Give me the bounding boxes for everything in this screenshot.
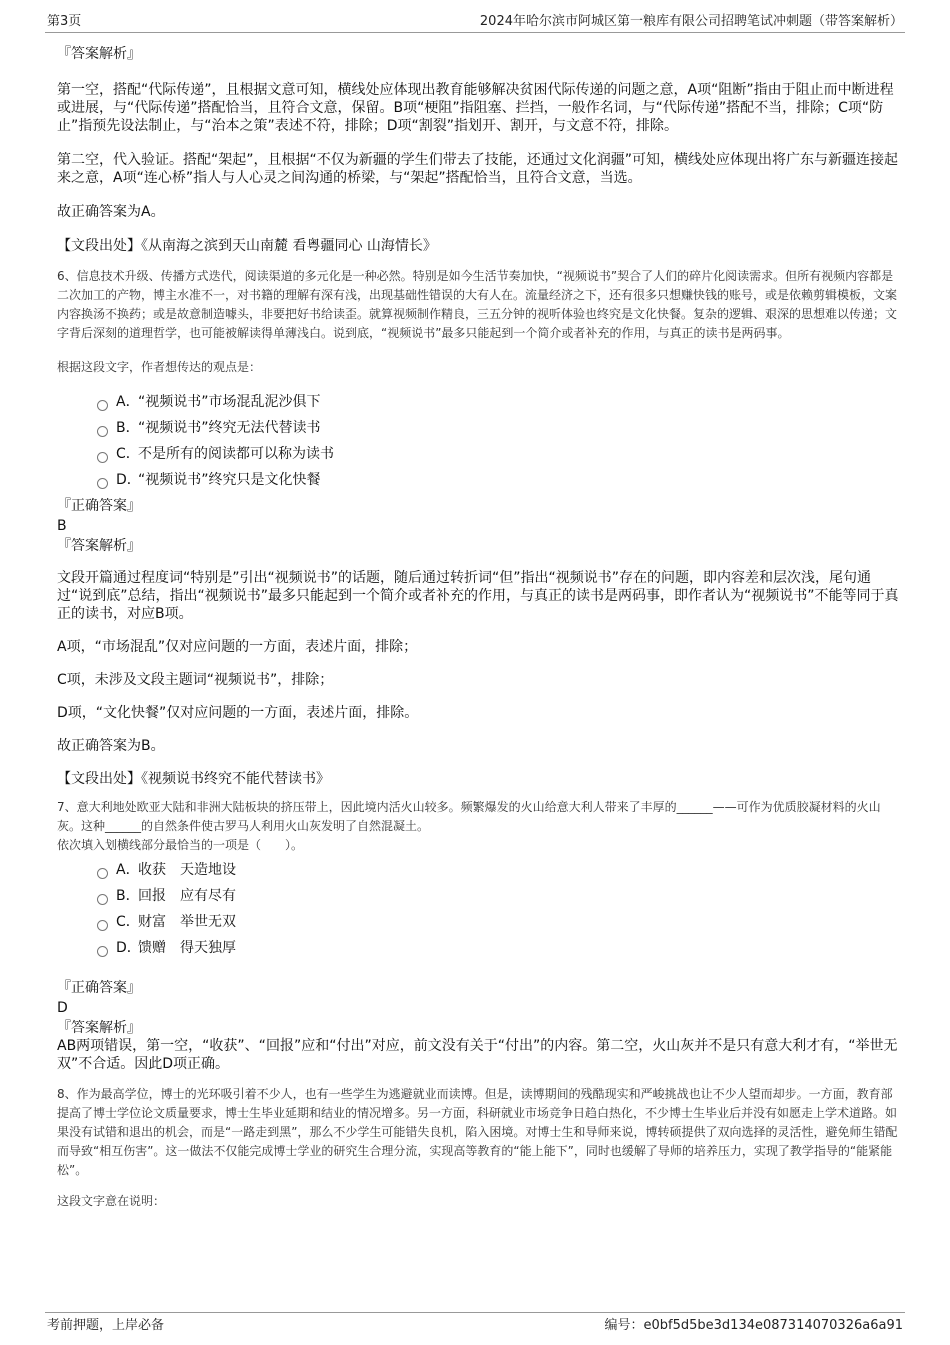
option-word-2: 应有尽有 bbox=[180, 888, 236, 904]
q7-question: 依次填入划横线部分最恰当的一项是（ ）。 bbox=[57, 838, 304, 852]
document-title: 2024年哈尔滨市阿城区第一粮库有限公司招聘笔试冲刺题（带答案解析） bbox=[479, 14, 903, 29]
option-word-2: 天造地设 bbox=[180, 862, 236, 878]
q6-answer-label: 『正确答案』 bbox=[57, 498, 141, 514]
page-number: 第3页 bbox=[47, 14, 82, 29]
option-text: “视频说书”市场混乱泥沙俱下 bbox=[138, 394, 321, 410]
option-letter: A． bbox=[116, 394, 140, 410]
q7-analysis: AB两项错误，第一空，“收获”、“回报”应和“付出”对应，前文没有关于“付出”的内容。第二空，火山灰并不是只有意大利才有，“举世无双”不合适。因此D项正确。 bbox=[57, 1038, 898, 1072]
q5-analysis-label: 『答案解析』 bbox=[57, 46, 141, 62]
q6-note-a: A项，“市场混乱”仅对应问题的一方面，表述片面，排除； bbox=[57, 639, 418, 655]
radio-icon[interactable] bbox=[97, 894, 108, 905]
q6-conclusion: 故正确答案为B。 bbox=[57, 738, 165, 754]
q5-analysis-para1: 第一空，搭配“代际传递”，且根据文意可知，横线处应体现出教育能够解决贫困代际传递的问题之意，A项“阻断”指由于阻止而中断进程或进展，与“代际传递”搭配恰当，且符合文意，保留。B项“梗阻”指阻塞、拦挡，一般作名词，与“代际传递”搭配不当，排除；C项“防止”指预先设法制止，与“治本之策”表述不符，排除；D项“割裂”指划开、割开，与文意不符，排除。 bbox=[57, 82, 894, 134]
page-footer bbox=[45, 1312, 905, 1335]
radio-icon[interactable] bbox=[97, 452, 108, 463]
q5-conclusion: 故正确答案为A。 bbox=[57, 204, 165, 220]
option-letter: B． bbox=[116, 420, 140, 436]
q8-question: 这段文字意在说明： bbox=[57, 1194, 166, 1208]
q7-option-c[interactable] bbox=[97, 909, 900, 935]
q7-answer-label: 『正确答案』 bbox=[57, 980, 141, 996]
q7-answer: D bbox=[57, 1000, 68, 1016]
option-letter: B． bbox=[116, 888, 140, 904]
document-body bbox=[57, 43, 900, 1211]
q7-options bbox=[97, 857, 900, 961]
option-word-1: 收获 bbox=[138, 862, 166, 878]
q7-option-b[interactable] bbox=[97, 883, 900, 909]
option-letter: C． bbox=[116, 446, 140, 462]
q7-stem: 7、意大利地处欧亚大陆和非洲大陆板块的挤压带上，因此境内活火山较多。频繁爆发的火山给意大利人带来了丰厚的______——可作为优质胶凝材料的火山灰。这种______的自然条件使古罗马人利用火山灰发明了自然混凝土。 bbox=[57, 800, 881, 833]
option-word-1: 回报 bbox=[138, 888, 166, 904]
q6-question: 根据这段文字，作者想传达的观点是： bbox=[57, 360, 262, 374]
q6-analysis: 文段开篇通过程度词“特别是”引出“视频说书”的话题，随后通过转折词“但”指出“视频说书”存在的问题，即内容差和层次浅，尾句通过“说到底”总结，指出“视频说书”最多只能起到一个简介或者补充的作用，与真正的读书是两码事，即作者认为“视频说书”不能等同于真正的读书，对应B项。 bbox=[57, 570, 899, 622]
q8-stem: 8、作为最高学位，博士的光环吸引着不少人，也有一些学生为逃避就业而读博。但是，读博期间的残酷现实和严峻挑战也让不少人望而却步。一方面，教育部提高了博士学位论文质量要求，博士生毕业延期和结业的情况增多。另一方面，科研就业市场竞争日趋白热化，不少博士生毕业后并没有如愿走上学术道路。如果没有试错和退出的机会，而是“一路走到黑”，那么不少学生可能错失良机，陷入困境。对博士生和导师来说，博转硕提供了双向选择的灵活性，避免师生错配而导致“相互伤害”。这一做法不仅能完成博士学业的研究生合理分流，实现高等教育的“能上能下”，同时也缓解了导师的培养压力，实现了教学指导的“能紧能松”。 bbox=[57, 1087, 898, 1177]
q6-option-c[interactable] bbox=[97, 441, 900, 467]
option-letter: D． bbox=[116, 940, 141, 956]
option-text: “视频说书”终究无法代替读书 bbox=[138, 420, 321, 436]
footer-slogan: 考前押题，上岸必备 bbox=[47, 1318, 165, 1333]
option-letter: C． bbox=[116, 914, 140, 930]
q6-note-d: D项，“文化快餐”仅对应问题的一方面，表述片面，排除。 bbox=[57, 705, 419, 721]
q7-option-a[interactable] bbox=[97, 857, 900, 883]
option-word-1: 财富 bbox=[138, 914, 166, 930]
radio-icon[interactable] bbox=[97, 868, 108, 879]
document-id: 编号：e0bf5d5be3d134e087314070326a6a91 bbox=[604, 1318, 903, 1333]
q6-option-d[interactable] bbox=[97, 467, 900, 493]
radio-icon[interactable] bbox=[97, 478, 108, 489]
q6-option-b[interactable] bbox=[97, 415, 900, 441]
radio-icon[interactable] bbox=[97, 400, 108, 411]
q5-source: 【文段出处】《从南海之滨到天山南麓 看粤疆同心 山海情长》 bbox=[57, 238, 437, 254]
radio-icon[interactable] bbox=[97, 920, 108, 931]
q6-answer: B bbox=[57, 518, 67, 534]
q6-option-a[interactable] bbox=[97, 389, 900, 415]
q6-note-c: C项，未涉及文段主题词“视频说书”，排除； bbox=[57, 672, 334, 688]
q6-options bbox=[97, 389, 900, 493]
option-text: “视频说书”终究只是文化快餐 bbox=[138, 472, 321, 488]
page-header bbox=[45, 10, 905, 33]
q6-source: 【文段出处】《视频说书终究不能代替读书》 bbox=[57, 771, 330, 787]
q6-stem: 6、信息技术升级、传播方式迭代，阅读渠道的多元化是一种必然。特别是如今生活节奏加快，“视频说书”契合了人们的碎片化阅读需求。但所有视频内容都是二次加工的产物，博主水准不一，对书籍的理解有深有浅，出现基础性错误的大有人在。流量经济之下，还有很多只想赚快钱的账号，或是依赖剪辑模板，文案内容换汤不换药；或是故意制造噱头，非要把好书给读歪。就算视频制作精良，三五分钟的视听体验也终究是文化快餐。复杂的逻辑、艰深的思想难以传递；文字背后深刻的道理哲学，也可能被解读得单薄浅白。说到底，“视频说书”最多只能起到一个简介或者补充的作用，与真正的读书是两码事。 bbox=[57, 269, 898, 340]
option-word-2: 举世无双 bbox=[180, 914, 236, 930]
option-letter: D． bbox=[116, 472, 141, 488]
q5-analysis-para2: 第二空，代入验证。搭配“架起”，且根据“不仅为新疆的学生们带去了技能，还通过文化润疆”可知，横线处应体现出将广东与新疆连接起来之意，A项“连心桥”指人与人心灵之间沟通的桥梁，与“架起”搭配恰当，且符合文意，当选。 bbox=[57, 152, 899, 186]
q7-option-d[interactable] bbox=[97, 935, 900, 961]
option-word-1: 馈赠 bbox=[138, 940, 166, 956]
option-letter: A． bbox=[116, 862, 140, 878]
option-word-2: 得天独厚 bbox=[180, 940, 236, 956]
radio-icon[interactable] bbox=[97, 426, 108, 437]
radio-icon[interactable] bbox=[97, 946, 108, 957]
q7-analysis-label: 『答案解析』 bbox=[57, 1020, 141, 1036]
q6-analysis-label: 『答案解析』 bbox=[57, 538, 141, 554]
option-text: 不是所有的阅读都可以称为读书 bbox=[138, 446, 334, 462]
